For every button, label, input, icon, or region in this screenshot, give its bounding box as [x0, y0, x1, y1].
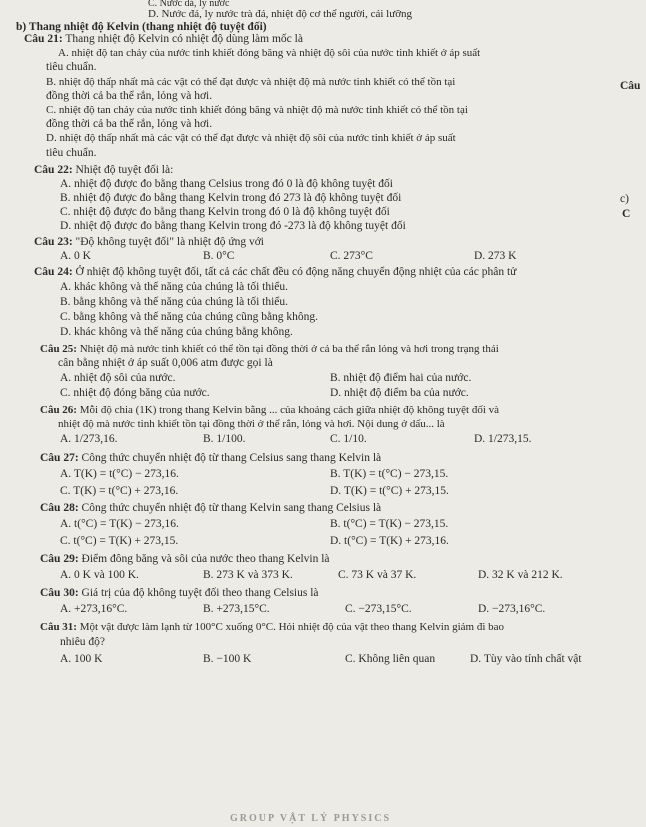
- q27-option-d[interactable]: D. T(K) = t(°C) + 273,15.: [330, 485, 449, 497]
- q26-option-b[interactable]: B. 1/100.: [203, 433, 246, 445]
- q31-option-b[interactable]: B. −100 K: [203, 653, 252, 665]
- q29-option-a[interactable]: A. 0 K và 100 K.: [60, 569, 139, 581]
- q21-option-a-cont: tiêu chuẩn.: [46, 61, 97, 73]
- question-number: Câu 29:: [40, 553, 79, 565]
- question-number: Câu 23:: [34, 236, 73, 248]
- q28-option-b[interactable]: B. t(°C) = T(K) − 273,15.: [330, 518, 449, 530]
- question-25: [40, 343, 499, 356]
- q30-option-d[interactable]: D. −273,16°C.: [478, 603, 546, 615]
- q21-option-b-cont: đồng thời cả ba thể rắn, lỏng và hơi.: [46, 90, 213, 102]
- question-30: [40, 587, 319, 600]
- question-27: [40, 452, 381, 465]
- question-number: Câu 25:: [40, 343, 77, 355]
- q27-option-b[interactable]: B. T(K) = t(°C) − 273,15.: [330, 468, 449, 480]
- q26-option-c[interactable]: C. 1/10.: [330, 433, 367, 445]
- q24-option-b[interactable]: B. bằng không và thế năng của chúng là tối thiểu.: [60, 296, 289, 308]
- q29-option-d[interactable]: D. 32 K và 212 K.: [478, 569, 563, 581]
- q31-option-a[interactable]: A. 100 K: [60, 653, 103, 665]
- q26-option-a[interactable]: A. 1/273,16.: [60, 433, 118, 445]
- q27-option-a[interactable]: A. T(K) = t(°C) − 273,16.: [60, 468, 179, 480]
- q23-option-d[interactable]: D. 273 K: [474, 250, 517, 262]
- q21-option-c-cont: đồng thời cả ba thể rắn, lỏng và hơi.: [46, 118, 213, 130]
- question-number: Câu 30:: [40, 587, 79, 599]
- q25-option-b[interactable]: B. nhiệt độ điểm hai của nước.: [330, 372, 472, 384]
- margin-fragment-c: C: [622, 208, 631, 220]
- question-number: Câu 31:: [40, 621, 77, 633]
- margin-fragment-c-paren: c): [620, 193, 629, 205]
- q24-option-d[interactable]: D. khác không và thế năng của chúng bằng không.: [60, 326, 293, 338]
- question-stem: Công thức chuyển nhiệt độ từ thang Celsius sang thang Kelvin là: [81, 452, 382, 464]
- q23-option-c[interactable]: C. 273°C: [330, 250, 373, 262]
- question-28: [40, 502, 381, 515]
- q23-option-a[interactable]: A. 0 K: [60, 250, 91, 262]
- question-number: Câu 24:: [34, 266, 73, 278]
- q26-option-d[interactable]: D. 1/273,15.: [474, 433, 532, 445]
- q29-option-c[interactable]: C. 73 K và 37 K.: [338, 569, 417, 581]
- q22-option-a[interactable]: A. nhiệt độ được đo bằng thang Celsius trong đó 0 là độ không tuyệt đối: [60, 178, 394, 190]
- question-number: Câu 26:: [40, 404, 77, 416]
- option-c-previous: C. Nước đá, ly nước: [148, 0, 230, 9]
- question-22: [34, 164, 173, 177]
- q25-option-d[interactable]: D. nhiệt độ điểm ba của nước.: [330, 387, 469, 399]
- q25-option-c[interactable]: C. nhiệt độ đóng băng của nước.: [60, 387, 210, 399]
- question-31: [40, 621, 504, 634]
- question-number: Câu 27:: [40, 452, 79, 464]
- q26-stem-cont: nhiệt độ mà nước tinh khiết tồn tại đồng thời ở thể rắn, lỏng và hơi. Nội dung ở dấu... là: [58, 418, 445, 430]
- question-stem: Giá trị của độ không tuyệt đối theo thang Celsius là: [81, 587, 319, 599]
- question-stem: Mỗi độ chia (1K) trong thang Kelvin bằng ... của khoảng cách giữa nhiệt độ không tuyệt đối và: [79, 404, 500, 416]
- q31-option-d[interactable]: D. Tùy vào tính chất vật: [470, 653, 582, 665]
- q21-option-d[interactable]: D. nhiệt độ thấp nhất mà các vật có thể đạt được và nhiệt độ sôi của nước tinh khiết ở áp suất: [46, 132, 456, 144]
- q28-option-c[interactable]: C. t(°C) = T(K) + 273,15.: [60, 535, 179, 547]
- question-number: Câu 28:: [40, 502, 79, 514]
- question-stem: Công thức chuyển nhiệt độ từ thang Kelvin sang thang Celsius là: [81, 502, 382, 514]
- q30-option-a[interactable]: A. +273,16°C.: [60, 603, 128, 615]
- question-29: [40, 553, 330, 566]
- q22-option-d[interactable]: D. nhiệt độ được đo bằng thang Kelvin trong đó -273 là độ không tuyệt đối: [60, 220, 406, 232]
- q31-stem-cont: nhiêu độ?: [60, 636, 106, 648]
- question-23: [34, 236, 264, 249]
- q30-option-c[interactable]: C. −273,15°C.: [345, 603, 412, 615]
- q22-option-b[interactable]: B. nhiệt độ được đo bằng thang Kelvin trong đó 273 là độ không tuyệt đối: [60, 192, 402, 204]
- q28-option-a[interactable]: A. t(°C) = T(K) − 273,16.: [60, 518, 179, 530]
- question-21: [24, 33, 303, 46]
- question-stem: Nhiệt độ tuyệt đối là:: [75, 164, 174, 176]
- question-stem: Thang nhiệt độ Kelvin có nhiệt độ dùng làm mốc là: [65, 33, 303, 45]
- q24-option-c[interactable]: C. bằng không và thế năng của chúng cũng bằng không.: [60, 311, 319, 323]
- question-number: Câu 22:: [34, 164, 73, 176]
- q30-option-b[interactable]: B. +273,15°C.: [203, 603, 270, 615]
- option-d-previous: D. Nước đá, ly nước trà đá, nhiệt độ cơ thể người, cái lưỡng: [148, 8, 413, 20]
- q24-option-a[interactable]: A. khác không và thế năng của chúng là tối thiểu.: [60, 281, 289, 293]
- question-number: Câu 21:: [24, 33, 63, 45]
- q31-option-c[interactable]: C. Không liên quan: [345, 653, 436, 665]
- question-stem: Nhiệt độ mà nước tinh khiết có thể tồn tại đồng thời ở cả ba thể rắn lỏng và hơi trong trạng thái: [79, 343, 499, 355]
- question-stem: Điểm đông băng và sôi của nước theo thang Kelvin là: [81, 553, 330, 565]
- q22-option-c[interactable]: C. nhiệt độ được đo bằng thang Kelvin trong đó 0 là độ không tuyệt đối: [60, 206, 390, 218]
- section-heading-kelvin: b) Thang nhiệt độ Kelvin (thang nhiệt độ tuyệt đối): [16, 21, 267, 33]
- q23-option-b[interactable]: B. 0°C: [203, 250, 235, 262]
- margin-fragment-cau: Câu: [620, 80, 641, 92]
- footer-watermark: GROUP VẬT LÝ PHYSICS: [230, 813, 392, 824]
- q25-stem-cont: cân bằng nhiệt ở áp suất 0,006 atm được gọi là: [58, 357, 273, 369]
- q21-option-c[interactable]: C. nhiệt độ tan chảy của nước tinh khiết đóng băng và nhiệt độ mà nước tinh khiết có thể tồn tại: [46, 104, 468, 116]
- question-stem: Một vật được làm lạnh từ 100°C xuống 0°C. Hỏi nhiệt độ của vật theo thang Kelvin giảm đi bao: [79, 621, 505, 633]
- question-stem: "Độ không tuyệt đối" là nhiệt độ ứng với: [75, 236, 264, 248]
- question-26: [40, 404, 499, 417]
- q27-option-c[interactable]: C. T(K) = t(°C) + 273,16.: [60, 485, 179, 497]
- q21-option-a[interactable]: A. nhiệt độ tan chảy của nước tinh khiết đóng băng và nhiệt độ sôi của nước tinh khiết ở áp suất: [58, 47, 481, 59]
- q21-option-d-cont: tiêu chuẩn.: [46, 147, 97, 159]
- question-24: [34, 266, 516, 279]
- question-stem: Ở nhiệt độ không tuyệt đối, tất cả các chất đều có động năng chuyển động nhiệt của các phân tử: [75, 266, 517, 278]
- q25-option-a[interactable]: A. nhiệt độ sôi của nước.: [60, 372, 176, 384]
- q29-option-b[interactable]: B. 273 K và 373 K.: [203, 569, 293, 581]
- q21-option-b[interactable]: B. nhiệt độ thấp nhất mà các vật có thể đạt được và nhiệt độ mà nước tinh khiết có thể tồn tại: [46, 76, 456, 88]
- q28-option-d[interactable]: D. t(°C) = T(K) + 273,16.: [330, 535, 449, 547]
